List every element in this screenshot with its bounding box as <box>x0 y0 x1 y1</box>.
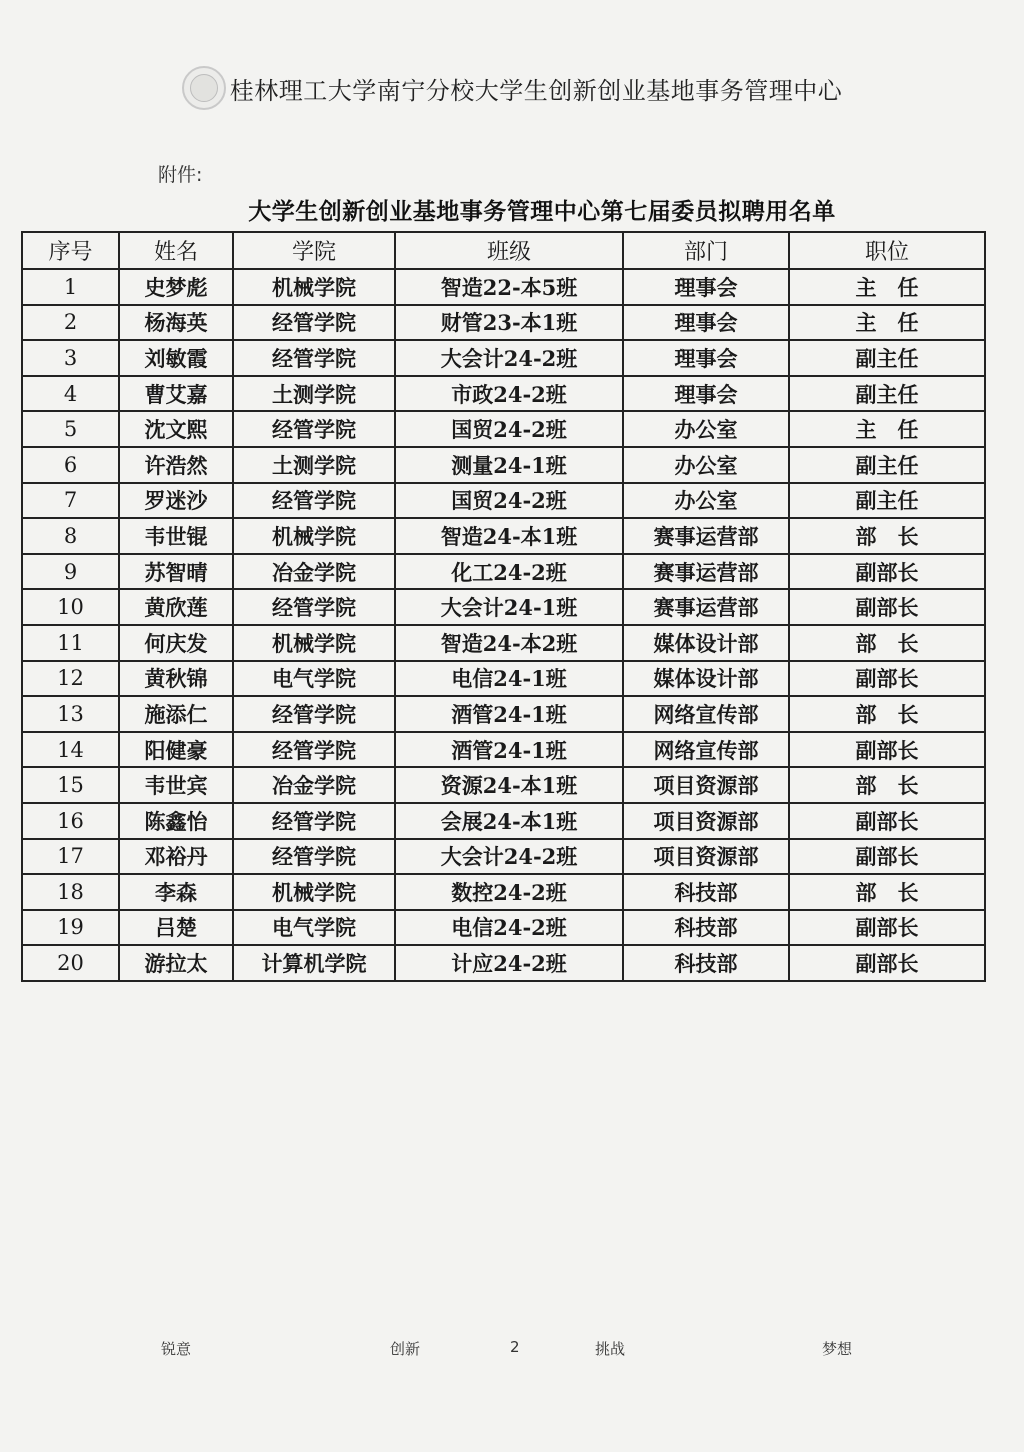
cell-dept: 项目资源部 <box>623 803 789 839</box>
cell-name: 黄秋锦 <box>119 661 233 697</box>
cell-class: 市政24-2班 <box>395 376 623 412</box>
cell-seq: 17 <box>22 839 119 875</box>
cell-college: 经管学院 <box>233 589 395 625</box>
cell-seq: 19 <box>22 910 119 946</box>
page-footer <box>0 1338 1024 1360</box>
cell-position: 副部长 <box>789 589 985 625</box>
cell-name: 罗迷沙 <box>119 483 233 519</box>
header-position: 职位 <box>789 232 985 269</box>
cell-seq: 4 <box>22 376 119 412</box>
cell-college: 电气学院 <box>233 910 395 946</box>
table-row <box>22 411 985 447</box>
cell-dept: 办公室 <box>623 411 789 447</box>
table-row <box>22 732 985 768</box>
cell-dept: 办公室 <box>623 447 789 483</box>
cell-position: 副主任 <box>789 483 985 519</box>
page-header <box>0 62 1024 114</box>
cell-name: 阳健豪 <box>119 732 233 768</box>
cell-seq: 13 <box>22 696 119 732</box>
cell-name: 黄欣莲 <box>119 589 233 625</box>
cell-position: 部 长 <box>789 518 985 554</box>
cell-college: 机械学院 <box>233 518 395 554</box>
cell-college: 经管学院 <box>233 305 395 341</box>
header-name: 姓名 <box>119 232 233 269</box>
cell-college: 机械学院 <box>233 625 395 661</box>
cell-name: 施添仁 <box>119 696 233 732</box>
footer-word-tiaozhan: 挑战 <box>595 1340 626 1358</box>
cell-college: 经管学院 <box>233 483 395 519</box>
cell-seq: 9 <box>22 554 119 590</box>
cell-college: 冶金学院 <box>233 554 395 590</box>
cell-class: 测量24-1班 <box>395 447 623 483</box>
cell-position: 副部长 <box>789 839 985 875</box>
footer-word-ruiyi: 锐意 <box>161 1340 192 1358</box>
cell-seq: 12 <box>22 661 119 697</box>
table-row <box>22 803 985 839</box>
cell-seq: 2 <box>22 305 119 341</box>
cell-class: 化工24-2班 <box>395 554 623 590</box>
cell-college: 经管学院 <box>233 839 395 875</box>
cell-name: 沈文熙 <box>119 411 233 447</box>
cell-position: 部 长 <box>789 767 985 803</box>
cell-class: 大会计24-1班 <box>395 589 623 625</box>
cell-class: 国贸24-2班 <box>395 483 623 519</box>
cell-name: 陈鑫怡 <box>119 803 233 839</box>
cell-position: 副部长 <box>789 910 985 946</box>
cell-dept: 项目资源部 <box>623 767 789 803</box>
cell-seq: 5 <box>22 411 119 447</box>
cell-name: 苏智晴 <box>119 554 233 590</box>
cell-dept: 理事会 <box>623 305 789 341</box>
cell-class: 电信24-1班 <box>395 661 623 697</box>
cell-dept: 科技部 <box>623 874 789 910</box>
cell-college: 土测学院 <box>233 447 395 483</box>
cell-position: 副部长 <box>789 554 985 590</box>
org-name: 桂林理工大学南宁分校大学生创新创业基地事务管理中心 <box>229 76 843 105</box>
cell-seq: 18 <box>22 874 119 910</box>
cell-dept: 理事会 <box>623 376 789 412</box>
cell-name: 游拉太 <box>119 945 233 981</box>
table-row <box>22 305 985 341</box>
cell-name: 韦世宾 <box>119 767 233 803</box>
page-number: 2 <box>510 1338 520 1356</box>
cell-position: 主 任 <box>789 305 985 341</box>
cell-college: 经管学院 <box>233 696 395 732</box>
cell-college: 经管学院 <box>233 340 395 376</box>
table-row <box>22 696 985 732</box>
cell-dept: 赛事运营部 <box>623 554 789 590</box>
cell-seq: 3 <box>22 340 119 376</box>
cell-dept: 网络宣传部 <box>623 732 789 768</box>
cell-college: 电气学院 <box>233 661 395 697</box>
table-row <box>22 376 985 412</box>
cell-position: 副部长 <box>789 803 985 839</box>
cell-class: 智造24-本2班 <box>395 625 623 661</box>
cell-class: 计应24-2班 <box>395 945 623 981</box>
cell-position: 副主任 <box>789 376 985 412</box>
cell-position: 部 长 <box>789 696 985 732</box>
cell-position: 主 任 <box>789 269 985 305</box>
cell-seq: 6 <box>22 447 119 483</box>
cell-class: 财管23-本1班 <box>395 305 623 341</box>
document-title: 大学生创新创业基地事务管理中心第七届委员拟聘用名单 <box>248 199 836 225</box>
cell-class: 资源24-本1班 <box>395 767 623 803</box>
university-seal-icon <box>182 66 226 110</box>
cell-name: 许浩然 <box>119 447 233 483</box>
cell-dept: 赛事运营部 <box>623 589 789 625</box>
cell-position: 部 长 <box>789 625 985 661</box>
cell-class: 大会计24-2班 <box>395 340 623 376</box>
cell-position: 部 长 <box>789 874 985 910</box>
cell-class: 会展24-本1班 <box>395 803 623 839</box>
cell-class: 智造22-本5班 <box>395 269 623 305</box>
cell-seq: 11 <box>22 625 119 661</box>
cell-dept: 赛事运营部 <box>623 518 789 554</box>
cell-dept: 媒体设计部 <box>623 625 789 661</box>
cell-dept: 网络宣传部 <box>623 696 789 732</box>
cell-position: 副主任 <box>789 447 985 483</box>
table-row <box>22 340 985 376</box>
cell-college: 经管学院 <box>233 732 395 768</box>
header-dept: 部门 <box>623 232 789 269</box>
cell-position: 副部长 <box>789 945 985 981</box>
table-row <box>22 767 985 803</box>
cell-class: 酒管24-1班 <box>395 732 623 768</box>
header-class: 班级 <box>395 232 623 269</box>
cell-name: 何庆发 <box>119 625 233 661</box>
cell-dept: 理事会 <box>623 269 789 305</box>
cell-class: 智造24-本1班 <box>395 518 623 554</box>
cell-college: 冶金学院 <box>233 767 395 803</box>
cell-name: 邓裕丹 <box>119 839 233 875</box>
table-row <box>22 945 985 981</box>
cell-class: 数控24-2班 <box>395 874 623 910</box>
cell-name: 吕楚 <box>119 910 233 946</box>
table-row <box>22 874 985 910</box>
cell-position: 副部长 <box>789 661 985 697</box>
cell-seq: 8 <box>22 518 119 554</box>
cell-position: 副主任 <box>789 340 985 376</box>
cell-name: 韦世锟 <box>119 518 233 554</box>
cell-seq: 16 <box>22 803 119 839</box>
table-row <box>22 910 985 946</box>
cell-name: 杨海英 <box>119 305 233 341</box>
header-college: 学院 <box>233 232 395 269</box>
table-row <box>22 483 985 519</box>
appointment-table <box>21 231 986 982</box>
cell-class: 酒管24-1班 <box>395 696 623 732</box>
cell-seq: 20 <box>22 945 119 981</box>
cell-dept: 理事会 <box>623 340 789 376</box>
cell-college: 经管学院 <box>233 411 395 447</box>
table-row <box>22 269 985 305</box>
cell-name: 史梦彪 <box>119 269 233 305</box>
cell-name: 刘敏霞 <box>119 340 233 376</box>
cell-dept: 媒体设计部 <box>623 661 789 697</box>
footer-word-chuangxin: 创新 <box>390 1340 421 1358</box>
cell-college: 经管学院 <box>233 803 395 839</box>
header-seq: 序号 <box>22 232 119 269</box>
cell-class: 国贸24-2班 <box>395 411 623 447</box>
footer-word-mengxiang: 梦想 <box>822 1340 853 1358</box>
cell-college: 机械学院 <box>233 269 395 305</box>
cell-college: 机械学院 <box>233 874 395 910</box>
cell-seq: 1 <box>22 269 119 305</box>
cell-seq: 10 <box>22 589 119 625</box>
cell-class: 电信24-2班 <box>395 910 623 946</box>
table-body <box>22 269 985 981</box>
table-row <box>22 589 985 625</box>
cell-seq: 15 <box>22 767 119 803</box>
table-row <box>22 447 985 483</box>
cell-name: 曹艾嘉 <box>119 376 233 412</box>
cell-position: 主 任 <box>789 411 985 447</box>
cell-name: 李森 <box>119 874 233 910</box>
cell-seq: 14 <box>22 732 119 768</box>
table-header-row <box>22 232 985 269</box>
cell-dept: 办公室 <box>623 483 789 519</box>
table-row <box>22 554 985 590</box>
cell-dept: 项目资源部 <box>623 839 789 875</box>
cell-class: 大会计24-2班 <box>395 839 623 875</box>
cell-dept: 科技部 <box>623 945 789 981</box>
cell-college: 土测学院 <box>233 376 395 412</box>
cell-position: 副部长 <box>789 732 985 768</box>
cell-seq: 7 <box>22 483 119 519</box>
table-row <box>22 625 985 661</box>
table-row <box>22 518 985 554</box>
table-row <box>22 839 985 875</box>
table-row <box>22 661 985 697</box>
cell-dept: 科技部 <box>623 910 789 946</box>
attachment-label: 附件: <box>158 164 203 186</box>
cell-college: 计算机学院 <box>233 945 395 981</box>
